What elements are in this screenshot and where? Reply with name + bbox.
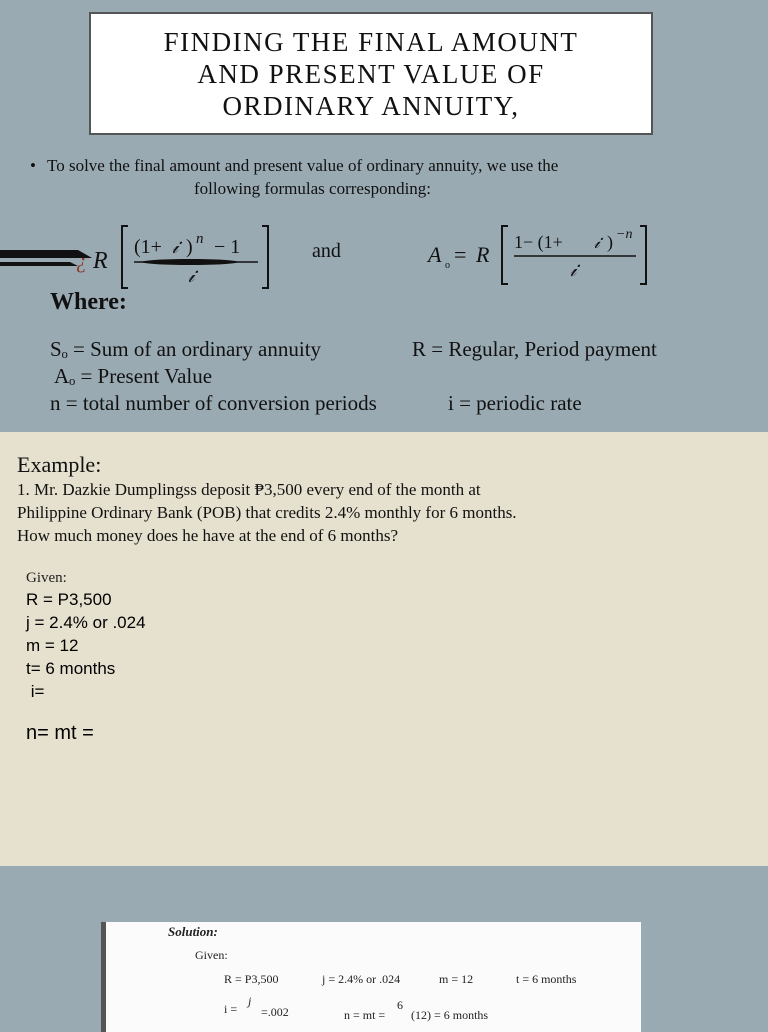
- svg-text:𝒾: 𝒾: [172, 236, 179, 258]
- given-t: t= 6 months: [26, 659, 116, 678]
- solution-i-prefix: i =: [224, 1002, 238, 1016]
- given-m: m = 12: [26, 636, 79, 655]
- given-i: i=: [26, 682, 45, 701]
- solution-i-numerator: j: [248, 994, 252, 1008]
- svg-text:A: A: [428, 242, 442, 267]
- svg-text:o: o: [445, 260, 450, 271]
- svg-text:=: =: [454, 242, 467, 267]
- svg-text:¿: ¿: [76, 248, 87, 273]
- slide-example: [0, 432, 768, 866]
- solution-n-numerator: 6: [397, 998, 403, 1012]
- problem-line-2: Philippine Ordinary Bank (POB) that credits 2.4% monthly for 6 months.: [17, 503, 517, 522]
- svg-text:𝒾: 𝒾: [188, 265, 195, 287]
- svg-text:𝒾: 𝒾: [570, 259, 577, 281]
- solution-given-label: Given:: [195, 948, 228, 962]
- intro-line-1: To solve the final amount and present value of ordinary annuity, we use the: [47, 156, 559, 175]
- solution-m: m = 12: [439, 972, 474, 986]
- solution-i-result: =.002: [261, 1005, 289, 1019]
- slide-solution: [0, 866, 768, 1024]
- svg-text:): ): [607, 232, 613, 252]
- svg-text:1− (1+: 1− (1+: [514, 232, 563, 252]
- given-label: Given:: [26, 570, 67, 586]
- final-amount-formula: [0, 218, 280, 293]
- slide-formulas: [0, 0, 768, 432]
- given-j: j = 2.4% or .024: [26, 613, 146, 632]
- solution-image: [101, 922, 641, 1032]
- intro-line-2: following formulas corresponding:: [194, 179, 432, 198]
- svg-text:(1+: (1+: [134, 236, 162, 258]
- solution-t: t = 6 months: [516, 972, 577, 986]
- def-periodic-rate: i = periodic rate: [448, 391, 582, 415]
- given-list: [26, 588, 146, 703]
- bullet-dot: •: [30, 156, 36, 175]
- svg-text:R: R: [93, 248, 108, 274]
- present-value-formula: [420, 218, 660, 293]
- svg-text:R: R: [476, 242, 490, 267]
- problem-line-3: How much money does he have at the end of 6 months?: [17, 526, 398, 545]
- formula-row: [0, 218, 768, 293]
- def-regular-payment: R = Regular, Period payment: [412, 337, 657, 361]
- problem-statement: [17, 478, 717, 547]
- title-box: [89, 12, 653, 135]
- solution-n-result: (12) = 6 months: [411, 1008, 489, 1022]
- where-label: Where:: [50, 289, 127, 315]
- svg-text:−n: −n: [616, 227, 633, 242]
- solution-label: Solution:: [168, 924, 218, 939]
- example-label: Example:: [17, 452, 102, 477]
- svg-text:𝒾: 𝒾: [594, 232, 600, 252]
- svg-text:): ): [186, 236, 193, 258]
- given-r: R = P3,500: [26, 590, 112, 609]
- title-line-2: AND PRESENT VALUE OF: [197, 58, 545, 89]
- solution-n-prefix: n = mt =: [344, 1008, 386, 1022]
- def-conversion-periods: n = total number of conversion periods: [50, 391, 377, 415]
- solution-j: j = 2.4% or .024: [322, 972, 401, 986]
- title-line-1: FINDING THE FINAL AMOUNT: [163, 26, 579, 57]
- title-line-3: ORDINARY ANNUITY,: [222, 90, 520, 121]
- def-sum-ordinary: Sₒ = Sum of an ordinary annuity: [50, 337, 322, 361]
- solution-r: R = P3,500: [224, 972, 279, 986]
- formula-and-word: and: [312, 240, 341, 262]
- n-equals-mt: n= mt =: [26, 722, 94, 744]
- svg-text:− 1: − 1: [214, 236, 241, 258]
- def-present-value: Aₒ = Present Value: [54, 364, 213, 388]
- problem-line-1: 1. Mr. Dazkie Dumplingss deposit ₱3,500 every end of the month at: [17, 480, 481, 499]
- svg-text:n: n: [196, 231, 204, 247]
